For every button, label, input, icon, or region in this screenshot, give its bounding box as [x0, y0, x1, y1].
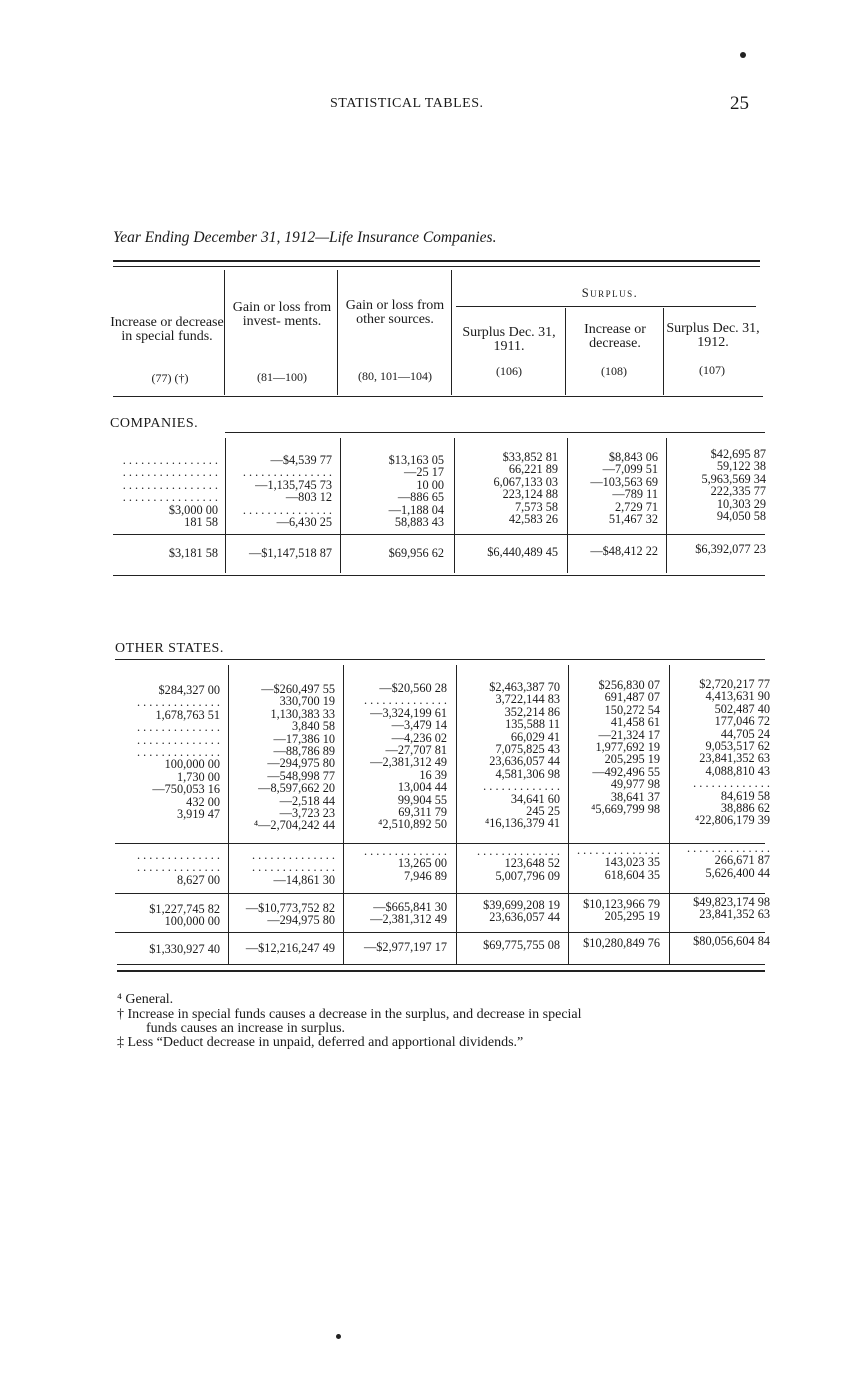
other-states-extra-6: . . . . . . . . . . . . . . 266,671 87 5,626,400 44	[686, 841, 770, 880]
companies-total-3: $69,956 62	[388, 546, 444, 560]
running-head: STATISTICAL TABLES.	[330, 96, 484, 111]
companies-col-3: $13,163 05 —25 17 10 00 —886 65 —1,188 04 58,883 43	[388, 453, 444, 530]
subtotal-rule	[115, 893, 765, 894]
companies-col-6: $42,695 87 59,122 38 5,963,569 34 222,335 77 10,303 29 94,050 58	[701, 447, 766, 524]
other-states-total-1: $1,330,927 40	[149, 942, 220, 956]
page-number: 25	[730, 93, 749, 114]
column-divider	[228, 665, 229, 965]
table-subtitle: Year Ending December 31, 1912—Life Insurance Companies.	[113, 229, 497, 246]
companies-total-4: $6,440,489 45	[487, 545, 558, 559]
ink-mark	[336, 1334, 341, 1339]
column-divider	[225, 438, 226, 573]
other-states-total-4: $69,775,755 08	[483, 938, 560, 952]
column-divider	[456, 665, 457, 965]
top-rule-inner	[113, 266, 760, 267]
other-states-subtotal-5: $10,123,966 79 205,295 19	[583, 897, 660, 924]
other-states-extra-2: . . . . . . . . . . . . . . . . . . . . . . . . . . . . —14,861 30	[251, 848, 335, 887]
other-states-extra-1: . . . . . . . . . . . . . . . . . . . . . . . . . . . . 8,627 00	[136, 848, 220, 887]
other-states-col-6: $2,720,217 77 4,413,631 90 502,487 40 177,046 72 44,705 24 9,053,517 62 23,841,352 63 4,088,810 43 . . . . . . . . . . . . . 84,619 58 38,886 62 ⁴22,806,179 39	[693, 677, 770, 828]
column-ref: (81—100)	[257, 370, 307, 384]
other-states-total-3: —$2,977,197 17	[363, 940, 447, 954]
column-header: Gain or loss from invest- ments.	[232, 300, 332, 329]
other-states-extra-4: . . . . . . . . . . . . . . 123,648 52 5,007,796 09	[476, 844, 560, 883]
section-end-rule	[113, 575, 765, 576]
other-states-col-1: $284,327 00 . . . . . . . . . . . . . . 1,678,763 51 . . . . . . . . . . . . . . . . . . . . . . . . . . . . . . . . . . . . . . . . . . 100,000 00 1,730 00 —750,053 16 432 00 3,919 47	[136, 683, 220, 822]
other-states-total-5: $10,280,849 76	[583, 936, 660, 950]
companies-total-5: —$48,412 22	[590, 544, 658, 558]
header-divider	[337, 270, 338, 395]
header-divider	[451, 270, 452, 395]
subtotal-rule	[113, 534, 765, 535]
column-ref: (107)	[699, 363, 725, 377]
header-bottom-rule	[113, 396, 763, 397]
column-divider	[343, 665, 344, 965]
column-ref: (80, 101—104)	[358, 369, 432, 383]
column-divider	[669, 665, 670, 965]
column-divider	[340, 438, 341, 573]
footnote: ⁴ General.	[117, 992, 174, 1007]
companies-total-6: $6,392,077 23	[695, 542, 766, 556]
section-label-companies: COMPANIES.	[110, 416, 199, 431]
column-ref: (108)	[601, 364, 627, 378]
column-header: Surplus Dec. 31, 1912.	[666, 321, 760, 350]
ink-mark	[740, 52, 746, 58]
column-header: Increase or decrease.	[584, 322, 646, 351]
companies-col-2: —$4,539 77 . . . . . . . . . . . . . . . —1,135,745 73 —803 12 . . . . . . . . . . . . . . . —6,430 25	[242, 453, 332, 530]
header-divider	[565, 308, 566, 395]
header-divider	[663, 308, 664, 395]
other-states-subtotal-1: $1,227,745 82 100,000 00	[149, 902, 220, 929]
column-divider	[567, 438, 568, 573]
top-rule	[113, 260, 760, 262]
companies-col-1: . . . . . . . . . . . . . . . . . . . . . . . . . . . . . . . . . . . . . . . . . . . . . . . . . . . . . . . . . . . . . . . . $3,000 00 181 58	[122, 453, 218, 530]
column-divider	[666, 438, 667, 573]
column-header: Gain or loss from other sources.	[345, 298, 445, 327]
other-states-subtotal-6: $49,823,174 98 23,841,352 63	[693, 895, 770, 922]
section-rule	[225, 432, 765, 433]
companies-total-1: $3,181 58	[168, 546, 218, 560]
companies-total-2: —$1,147,518 87	[248, 546, 332, 560]
other-states-extra-3: . . . . . . . . . . . . . . 13,265 00 7,946 89	[363, 844, 447, 883]
bottom-rule-outer	[117, 970, 765, 972]
section-rule	[115, 659, 765, 660]
total-rule	[115, 932, 765, 933]
column-ref: (106)	[496, 364, 522, 378]
other-states-col-2: —$260,497 55 330,700 19 1,130,383 33 3,840 58 —17,386 10 —88,786 89 —294,975 80 —548,998 77 —8,597,662 20 —2,518 44 —3,723 23 ⁴—2,704,242 44	[253, 682, 335, 833]
other-states-total-2: —$12,216,247 49	[245, 941, 335, 955]
other-states-total-6: $80,056,604 84	[693, 934, 770, 948]
companies-col-4: $33,852 81 66,221 89 6,067,133 03 223,124 88 7,573 58 42,583 26	[493, 450, 558, 527]
column-divider	[568, 665, 569, 965]
column-ref: (77) (†)	[151, 371, 189, 385]
surplus-group-label: Surplus.	[581, 286, 639, 300]
other-states-subtotal-4: $39,699,208 19 23,636,057 44	[483, 898, 560, 925]
other-states-col-4: $2,463,387 70 3,722,144 83 352,214 86 135,588 11 66,029 41 7,075,825 43 23,636,057 44 4,581,306 98 . . . . . . . . . . . . . 34,641 60 245 25 ⁴16,136,379 41	[483, 680, 560, 831]
companies-col-5: $8,843 06 —7,099 51 —103,563 69 —789 11 2,729 71 51,467 32	[590, 450, 658, 527]
section-label-other-states: OTHER STATES.	[115, 641, 224, 656]
other-states-subtotal-2: —$10,773,752 82 —294,975 80	[245, 901, 335, 928]
other-states-subtotal-3: —$665,841 30 —2,381,312 49	[370, 900, 447, 927]
bottom-rule	[117, 964, 765, 965]
footnote: funds causes an increase in surplus.	[146, 1021, 346, 1036]
column-header: Increase or decrease in special funds.	[110, 315, 224, 344]
other-states-col-5: $256,830 07 691,487 07 150,272 54 41,458 61 —21,324 17 1,977,692 19 205,295 19 —492,496 55 49,977 98 38,641 37 ⁴5,669,799 98	[591, 678, 660, 817]
footnote: † Increase in special funds causes a decrease in the surplus, and decrease in special	[117, 1007, 582, 1022]
other-states-col-3: —$20,560 28 . . . . . . . . . . . . . . —3,324,199 61 —3,479 14 —4,236 02 —27,707 81 —2,381,312 49 16 39 13,004 44 99,904 55 69,311 79 ⁴2,510,892 50	[363, 681, 447, 832]
footnote: ‡ Less “Deduct decrease in unpaid, deferred and apportional dividends.”	[117, 1035, 524, 1050]
column-header: Surplus Dec. 31, 1911.	[462, 325, 556, 354]
other-states-extra-5: . . . . . . . . . . . . . . 143,023 35 618,604 35	[576, 843, 660, 882]
column-divider	[454, 438, 455, 573]
surplus-group-rule	[456, 306, 756, 307]
